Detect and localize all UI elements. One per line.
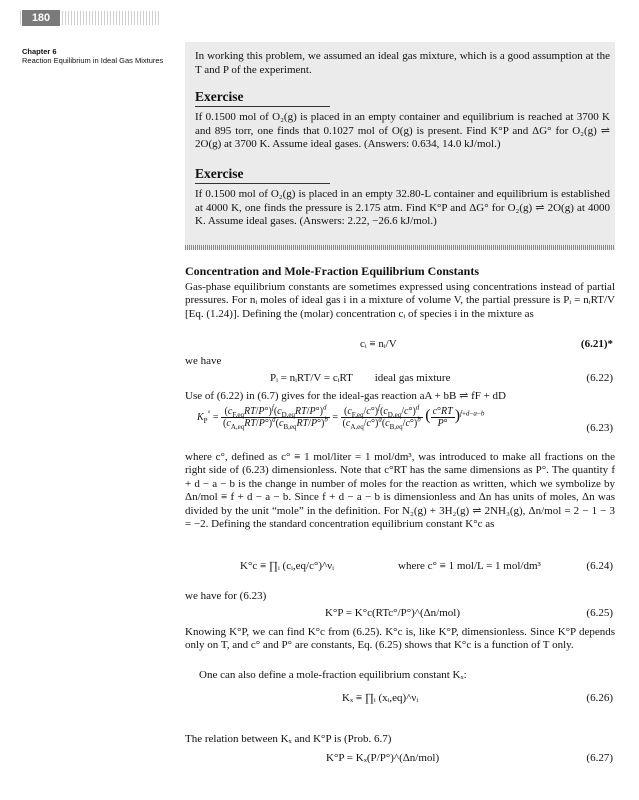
equation-6-21: cᵢ ≡ nᵢ/V [360,338,397,350]
box-intro: In working this problem, we assumed an ideal gas mixture, which is a good assumption at the T and P of the experiment. [195,50,610,76]
chapter-title: Reaction Equilibrium in Ideal Gas Mixtures [22,56,164,65]
exercise-heading-1: Exercise [195,89,244,104]
chapter-label: Chapter 6 [22,47,57,56]
equation-number-6-24: (6.24) [586,560,613,572]
we-have-for-text: we have for (6.23) [185,590,267,602]
exercise-rule-2 [195,183,330,184]
use-line: Use of (6.22) in (6.7) gives for the ideal-gas reaction aA + bB ⇌ fF + dD [185,390,506,402]
equation-number-6-27: (6.27) [586,752,613,764]
equation-6-25: K°P = K°c(RTc°/P°)^(Δn/mol) [325,607,461,619]
relation-text: The relation between Kₓ and K°P is (Prob. 6.7) [185,733,392,745]
exercise-box-border [185,245,615,250]
exercise-rule-1 [195,106,330,107]
exercise-2-text: If 0.1500 mol of O₂(g) is placed in an empty 32.80-L container and equilibrium is established at 4000 K, one finds the pressure is 2.175 atm. Find K°P and ΔG° for O₂(g) ⇌ 2O(g) at 4000 K. Assume ideal gases. (Answers: 2.22, −26.6 kJ/mol.) [195,188,610,227]
equation-6-27: K°P = Kₓ(P/P°)^(Δn/mol) [326,752,440,764]
exercise-1-text: If 0.1500 mol of O₂(g) is placed in an empty container and equilibrium is reached at 3700 K and 895 torr, one finds that 0.1027 mol of O(g) is present. Find K°P and ΔG° for O₂(g) ⇌ 2O(g) at 3700 K. Assume ideal gases. (Answers: 0.634, 14.0 kJ/mol.) [195,111,610,150]
we-have-text: we have [185,355,222,367]
section-title: Concentration and Mole-Fraction Equilibrium Constants [185,264,480,278]
equation-6-22: Pᵢ = nᵢRT/V = cᵢRT ideal gas mixture [270,372,451,384]
equation-number-6-22: (6.22) [586,372,613,384]
equation-number-6-23: (6.23) [586,422,613,434]
equation-6-26: Kₓ ≡ ∏ᵢ (xᵢ,eq)^νᵢ [342,692,419,704]
equation-6-24: K°c ≡ ∏ᵢ (cᵢ,eq/c°)^νᵢ [240,560,334,572]
page-number: 180 [22,10,60,26]
paragraph-4: One can also define a mole-fraction equilibrium constant Kₓ: [199,669,467,681]
paragraph-1: Gas-phase equilibrium constants are sometimes expressed using concentrations instead of partial pressures. For nᵢ moles of ideal gas i in a mixture of volume V, the partial pressure is Pᵢ = nᵢRT/V [Eq. (1.24)]. Defining the (molar) concentration cᵢ of species i in the mixture as [185,281,615,320]
exercise-heading-2: Exercise [195,166,244,181]
chapter-heading [22,47,172,65]
paragraph-2: where c°, defined as c° ≡ 1 mol/liter = 1 mol/dm³, was introduced to make all fractions on the right side of (6.23) dimensionless. Note that c°RT has the same dimensions as P°. The quantity f + d − a − b is the change in number of moles for the reaction as written, which we symbolize by Δn/mol ≡ f + d − a − b. Since f + d − a − b is dimensionless and Δn has units of moles, Δn was divided by the unit “mole” in the definition. For N₂(g) + 3H₂(g) ⇌ 2NH₃(g), Δn/mol = 2 − 1 − 3 = −2. Defining the standard concentration equilibrium constant K°c as [185,451,615,531]
equation-number-6-26: (6.26) [586,692,613,704]
equation-number-6-21: (6.21)* [580,338,613,350]
equation-number-6-25: (6.25) [586,607,613,619]
equation-6-24-note: where c° ≡ 1 mol/L = 1 mol/dm³ [398,560,541,572]
equation-6-23: $K_P^\circ$ = $\frac{(c_{F,eq}RT/P^\circ)^f(c_{D,eq}RT/P^\circ)^d}{(c_{A,eq}RT/P^\circ)^a(c_{B,eq}RT/P^\circ)^b}$ = $\frac{(c_{F,eq}/c^\circ)^f(c_{D,eq}/c^\circ)^d}{(c_{A,eq}/c^\circ)^a(c_{B,eq}/c^\circ)^b}$ ( $\frac{c^\circ RT}{P^\circ}$ )$^{f+d-a-b}$ [197,403,485,431]
paragraph-3: Knowing K°P, we can find K°c from (6.25). K°c is, like K°P, dimensionless. Since K°P depends only on T, and c° and P° are constants, Eq. (6.25) shows that K°c is a function of T only. [185,626,615,652]
